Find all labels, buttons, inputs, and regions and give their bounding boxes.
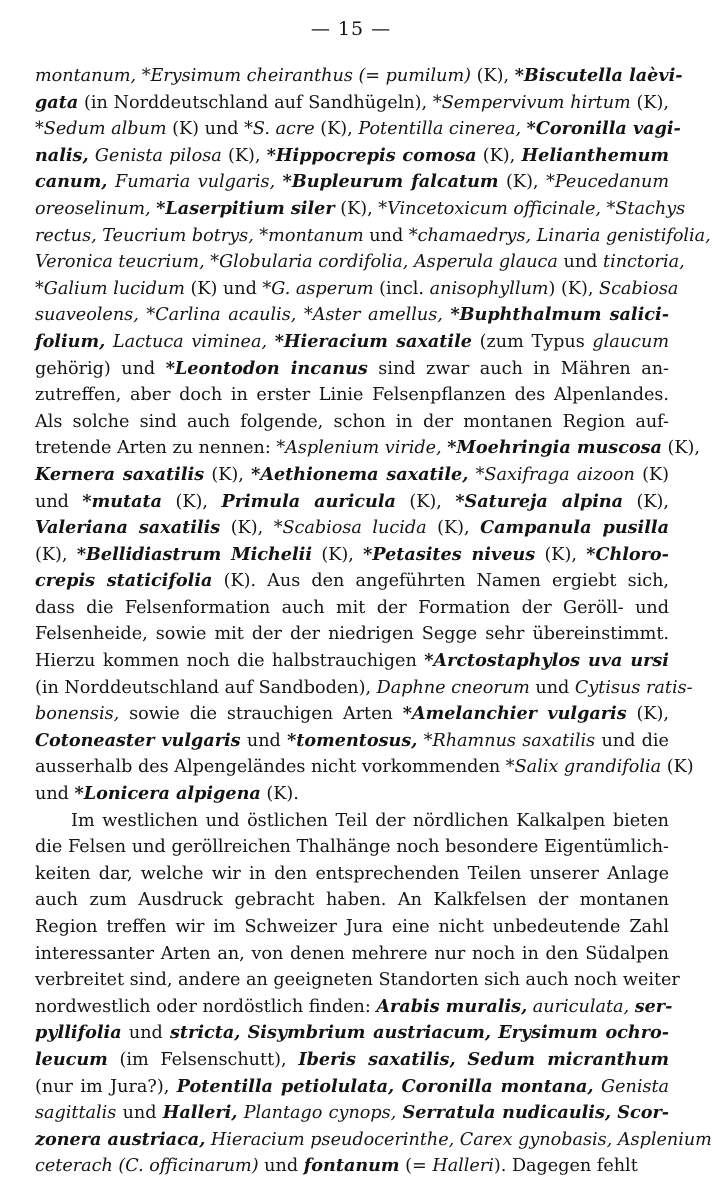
species-name: *mutata [82,490,163,512]
species-name: *Hieracium saxatile [274,330,472,352]
species-name: Sisymbrium austriacum, [247,1022,491,1044]
species-name: Veronica teucrium, *Globularia cordifolia, Asperula glauca [35,252,558,273]
text-line [35,1153,669,1180]
species-name: Kernera saxatilis [35,463,205,485]
species-name: *Buphthalmum salici- [450,304,669,326]
species-name: Potentilla petiolulata, [176,1075,395,1097]
text-run: (K) [634,464,669,485]
species-name: Serratula nudicaulis, [402,1102,612,1124]
text-run: (K). [260,784,299,805]
species-name: *Galium lucidum [35,278,185,299]
text-run: (K), [535,544,587,565]
text-run: (K), [626,704,669,725]
text-run: (K) [661,757,694,778]
species-name: *Rhamnus saxatilis [423,730,596,751]
species-name: Iberis saxatilis, [298,1048,456,1070]
text-line [35,754,694,781]
species-name: gata [35,91,79,113]
species-name: Helianthemum [521,144,670,166]
text-line [35,994,673,1021]
species-name: *Bellidiastrum Michelii [76,543,313,565]
species-name: Scabiosa [599,278,679,299]
text-run: (K), [498,172,547,193]
text-run: (K), [204,464,252,485]
species-name: nalis, [35,144,89,166]
text-run: (incl. [373,278,430,299]
text-line [35,1100,669,1127]
species-name: fontanum [303,1155,400,1177]
species-name: Valeriana saxatilis [35,517,221,539]
species-name: Plantago cynops, [243,1103,397,1124]
text-run: sowie die strauchigen Arten [119,704,403,725]
species-name: Erysimum ochro- [498,1022,669,1044]
species-name: stricta, [170,1022,241,1044]
text-run: und [121,1023,171,1044]
species-name: *Laserpitium siler [156,197,335,219]
text-run: und [35,784,75,805]
text-run [107,172,115,192]
text-run: ausserhalb des Alpengeländes nicht vorkommenden [35,757,506,778]
species-name: *Vincetoxicum officinale, *Stachys [378,198,686,219]
text-run: (K), [471,66,515,86]
text-run: (K), [395,491,456,512]
text-run: und [116,1103,163,1124]
species-name: *Coronilla vagi- [526,118,681,140]
text-run: (zum Typus [471,331,593,352]
text-line [35,302,669,329]
text-line [35,808,669,835]
text-run: und [35,491,83,512]
text-run: und [557,252,604,273]
text-run: dass die Felsenformation auch mit der Formation der Geröll- und [35,597,669,618]
text-run: verbreitet sind, andere an geeigneten Standorten sich auch noch weiter [35,970,680,991]
text-line [35,1047,669,1074]
text-line [35,382,669,409]
species-name: *Moehringia muscosa [447,437,662,459]
text-run: und [363,225,409,246]
species-name: Daphne cneorum [376,677,530,698]
text-run: (K), [35,544,77,565]
species-name: *Sedum album [35,119,167,140]
species-name: Arabis muralis, [376,995,528,1017]
species-name: Genista pilosa [94,145,222,166]
text-line [35,675,693,702]
text-line [35,276,679,303]
text-line [35,595,669,622]
species-name: *Peucedanum [546,172,670,193]
text-run: gehörig) und [35,358,166,379]
species-name: Coronilla montana, [401,1075,594,1097]
species-name: *Aethionema saxatile, [251,463,469,485]
text-line [35,143,669,170]
species-name: *Satureja alpina [455,490,624,512]
text-line [35,621,669,648]
text-run: (K), [476,145,522,166]
text-line [35,462,669,489]
text-run: auch zum Ausdruck gebracht haben. An Kalkfelsen der montanen [35,890,669,911]
text-run: nordwestlich oder nordöstlich finden: [35,996,377,1017]
text-run: ) (K), [548,278,600,299]
species-name: *Biscutella laèvi- [514,65,683,86]
text-line [35,542,669,569]
text-line [35,329,669,356]
text-run [468,465,475,485]
text-run [456,1050,468,1070]
species-name: zonera austriaca, [35,1128,206,1150]
text-run: (K) und [166,119,245,140]
text-run: ( [399,1156,413,1177]
text-run: Im westlichen und östlichen Teil der nördlichen Kalkalpen bieten [71,810,669,831]
text-line [35,914,669,941]
species-name: *Sempervivum hirtum [432,92,631,113]
text-line [35,728,669,755]
species-name: *Leontodon incanus [165,357,368,379]
text-run: ). Dagegen fehlt [493,1156,638,1177]
text-run: (K), [220,518,274,539]
species-name: Cotoneaster vulgaris [35,729,241,751]
species-name: bonensis, [35,704,120,725]
text-run: und [258,1156,304,1177]
text-run: Region treffen wir im Schweizer Jura eine nicht unbedeutende Zahl [35,917,669,937]
text-run [267,332,275,352]
species-name: montanum, *Erysimum cheiranthus (= pumilum) [35,66,472,86]
species-name: leucum [35,1048,108,1070]
text-line [35,887,669,914]
text-run: interessanter Arten an, von denen mehrere nur noch in den Südalpen [35,943,669,964]
species-name: suaveolens, *Carlina acaulis, *Aster amellus, [35,305,443,326]
species-name: *Arctostaphylos uva ursi [424,650,669,672]
text-run: (in Norddeutschland auf Sandboden), [35,677,377,698]
species-name: *Petasites niveus [363,543,536,565]
text-line [35,515,669,542]
species-name: Genista [601,1076,670,1097]
text-line [35,356,669,383]
text-line [35,435,701,462]
species-name: Fumaria vulgaris, [114,172,276,193]
species-name: auriculata, [532,996,630,1017]
text-run [594,1077,601,1097]
text-run: (K), [426,518,481,539]
text-line [35,63,683,90]
text-line [35,90,669,117]
text-line [35,648,669,675]
text-run: die Felsen und geröllreichen Thalhänge noch besondere Eigentümlich- [35,837,669,858]
species-name: *S. acre [244,119,315,140]
species-name: canum, [35,171,108,193]
species-name: *Scabiosa lucida [273,518,427,539]
text-run [240,1023,247,1043]
text-run: (im Felsenschutt), [107,1049,299,1070]
text-run: tretende Arten zu nennen: [35,438,277,459]
species-name: oreoselinum, [35,198,151,219]
species-name: *Hippocrepis comosa [266,144,477,166]
species-name: Sedum micranthum [467,1048,669,1070]
text-run: (K) und [184,278,263,299]
text-line [35,568,669,595]
text-run: und [529,677,575,698]
body-text [35,63,712,1180]
text-line [35,116,681,143]
species-name: *Asplenium viride, [276,438,442,459]
species-name: *Amelanchier vulgaris [402,703,627,725]
species-name: sagittalis [35,1103,117,1124]
species-name: *chamaedrys, Linaria genistifolia, [408,225,711,246]
species-name: Hieracium pseudocerinthe, Carex gynobasis, Asplenium [210,1129,712,1150]
species-name: *Bupleurum falcatum [282,171,499,193]
text-line [35,223,711,250]
species-name: ser- [634,995,673,1017]
species-name: Cytisus ratis- [574,677,693,698]
text-run: zutreffen, aber doch in erster Linie Felsenpflanzen des Alpenlandes. [35,385,669,406]
species-name: glaucum [592,331,669,352]
text-run: (K), [314,119,359,140]
text-line [35,781,669,808]
species-name: anisophyllum [429,278,549,299]
species-name: crepis staticifolia [35,570,213,592]
text-line [35,834,669,861]
text-run: sind zwar auch in Mähren an- [367,358,670,379]
species-name: rectus, Teucrium botrys, *montanum [35,225,364,246]
species-name: Halleri, [162,1102,238,1124]
text-line [35,701,669,728]
text-line [35,967,680,994]
text-line [35,249,685,276]
species-name: Campanula pusilla [480,517,669,539]
text-line [35,861,669,888]
text-run: und die [595,730,669,751]
text-run: keiten dar, welche wir in den entsprechenden Teilen unserer Anlage [35,863,669,884]
text-run: (in Norddeutschland auf Sandhügeln), [78,92,433,113]
species-name: *Salix grandifolia [505,757,662,778]
species-name: pyllifolia [35,1022,122,1044]
species-name: = Halleri [412,1156,494,1177]
text-line [35,169,669,196]
text-run: Felsenheide, sowie mit der der niedrigen Segge sehr übereinstimmt. [35,624,669,645]
species-name: tinctoria, [603,252,685,273]
species-name: *Saxifraga aizoon [475,464,635,485]
text-line [35,196,686,223]
text-run: (K), [312,544,364,565]
text-line [35,1127,712,1154]
species-name: folium, [35,330,106,352]
page-number: — 15 — [310,18,392,40]
species-name: ceterach (C. officinarum) [35,1156,259,1177]
text-run: und [240,730,288,751]
species-name: *G. asperum [262,278,374,299]
species-name: *Chloro- [586,543,669,565]
species-name: Scor- [617,1102,670,1124]
text-run: (K), [623,491,670,512]
text-line [35,1074,669,1101]
text-line [35,941,669,968]
text-line [35,489,669,516]
text-run [394,1077,401,1097]
species-name: Primula auricula [221,490,396,512]
text-line [35,1020,669,1047]
text-run: (K), [221,145,267,166]
species-name: Potentilla cinerea, [358,119,522,140]
text-run: (K), [661,438,701,459]
species-name: Lactuca viminea, [112,331,268,352]
text-run: (nur im Jura?), [35,1076,177,1097]
text-run: (K), [162,491,222,512]
text-run: Als solche sind auch folgende, schon in der montanen Region auf- [35,411,669,432]
species-name: *Lonicera alpigena [74,783,261,805]
text-run [275,172,283,192]
text-run [105,332,113,352]
text-line [35,409,669,436]
species-name: *tomentosus, [287,729,418,751]
text-run: (K), [630,92,669,113]
text-run: (K), [334,198,379,219]
text-run: (K). Aus den angeführten Namen ergiebt sich, [212,571,670,592]
text-run: Hierzu kommen noch die halbstrauchigen [35,651,425,672]
